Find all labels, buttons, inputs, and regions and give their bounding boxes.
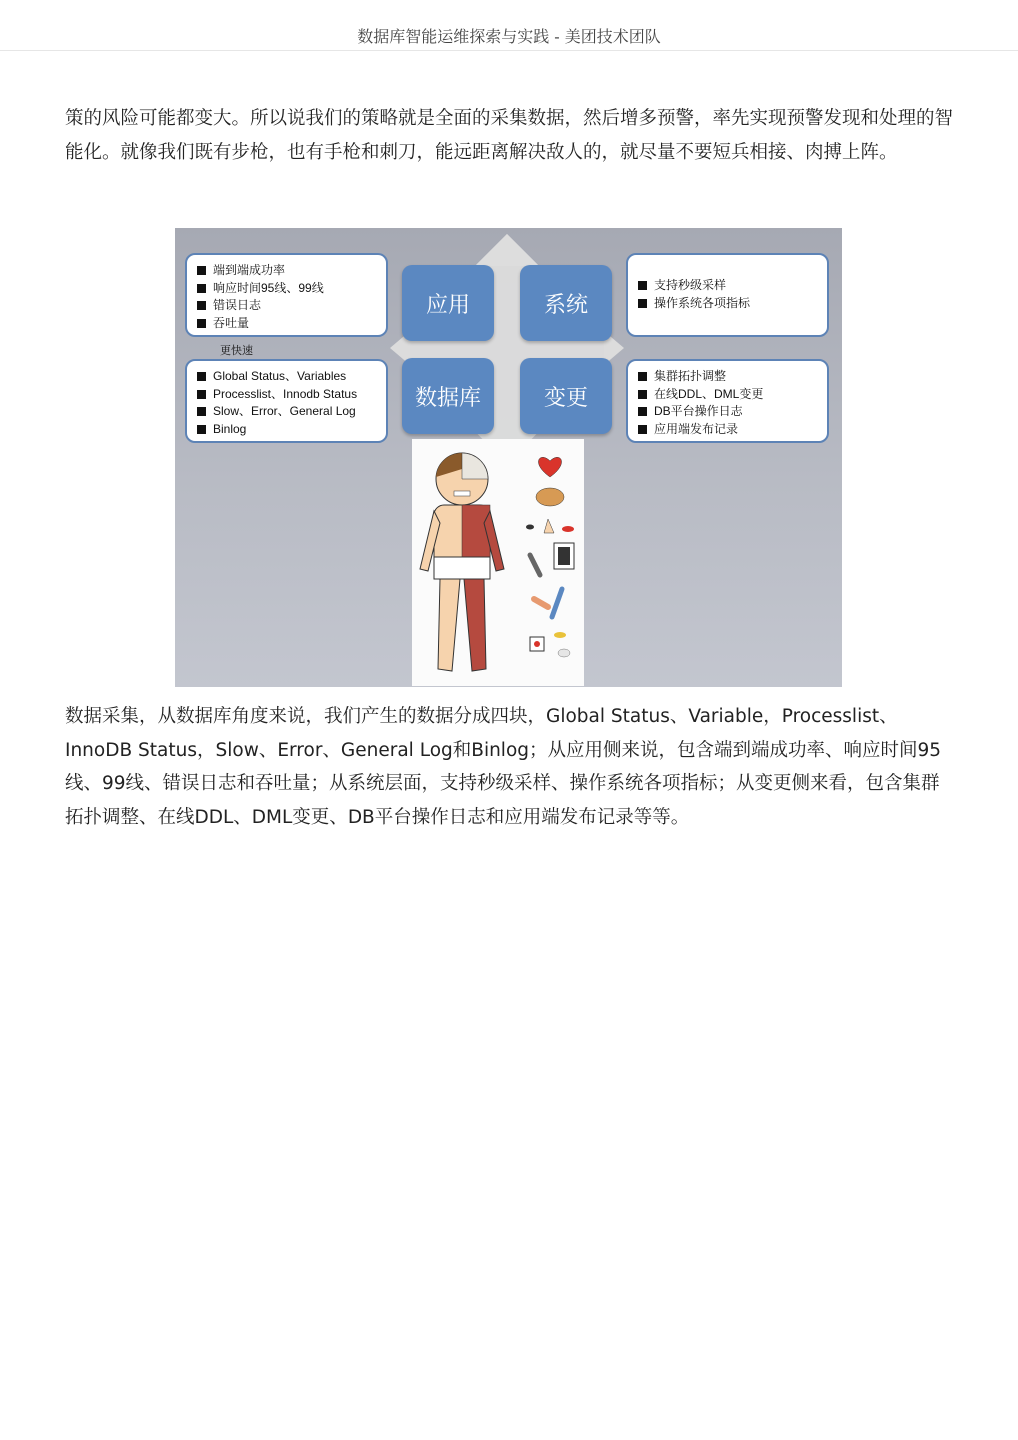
list-item: 应用端发布记录 [638, 421, 817, 439]
anatomy-illustration [412, 439, 584, 686]
tile-database: 数据库 [402, 358, 494, 434]
list-item: 错误日志 [197, 297, 376, 315]
list-item: 端到端成功率 [197, 262, 376, 280]
tile-app: 应用 [402, 265, 494, 341]
list-item: 支持秒级采样 [638, 277, 817, 295]
list-item: Processlist、Innodb Status [197, 386, 376, 404]
list-item: 在线DDL、DML变更 [638, 386, 817, 404]
list-item: Binlog [197, 421, 376, 439]
box-database-metrics [185, 359, 388, 443]
tile-system: 系统 [520, 265, 612, 341]
paragraph-data-collection: 数据采集，从数据库角度来说，我们产生的数据分成四块，Global Status、Variable，Processlist、InnoDB Status，Slow、Error、General Log和Binlog；从应用侧来说，包含端到端成功率、响应时间95线、99线、错误日志和吞吐量；从系统层面，支持秒级采样、操作系统各项指标；从变更侧来看，包含集群拓扑调整、在线DDL、DML变更、DB平台操作日志和应用端发布记录等等。 [65, 706, 942, 828]
list-item: Slow、Error、General Log [197, 403, 376, 421]
box-system-metrics [626, 253, 829, 337]
page-title: 数据库智能运维探索与实践 - 美团技术团队 [357, 27, 661, 46]
page-header [0, 0, 1018, 51]
tile-change: 变更 [520, 358, 612, 434]
list-item: 响应时间95线、99线 [197, 280, 376, 298]
paragraph-intro: 策的风险可能都变大。所以说我们的策略就是全面的采集数据，然后增多预警，率先实现预警发现和处理的智能化。就像我们既有步枪，也有手枪和刺刀，能远距离解决敌人的，就尽量不要短兵相接、肉搏上阵。 [65, 108, 954, 163]
note-faster: 更快速 [220, 344, 253, 357]
anatomy-drawing [412, 439, 584, 686]
list-item: 吞吐量 [197, 315, 376, 333]
list-item: DB平台操作日志 [638, 403, 817, 421]
box-app-metrics [185, 253, 388, 337]
list-item: Global Status、Variables [197, 368, 376, 386]
box-change-metrics [626, 359, 829, 443]
list-item: 集群拓扑调整 [638, 368, 817, 386]
list-item: 操作系统各项指标 [638, 295, 817, 313]
